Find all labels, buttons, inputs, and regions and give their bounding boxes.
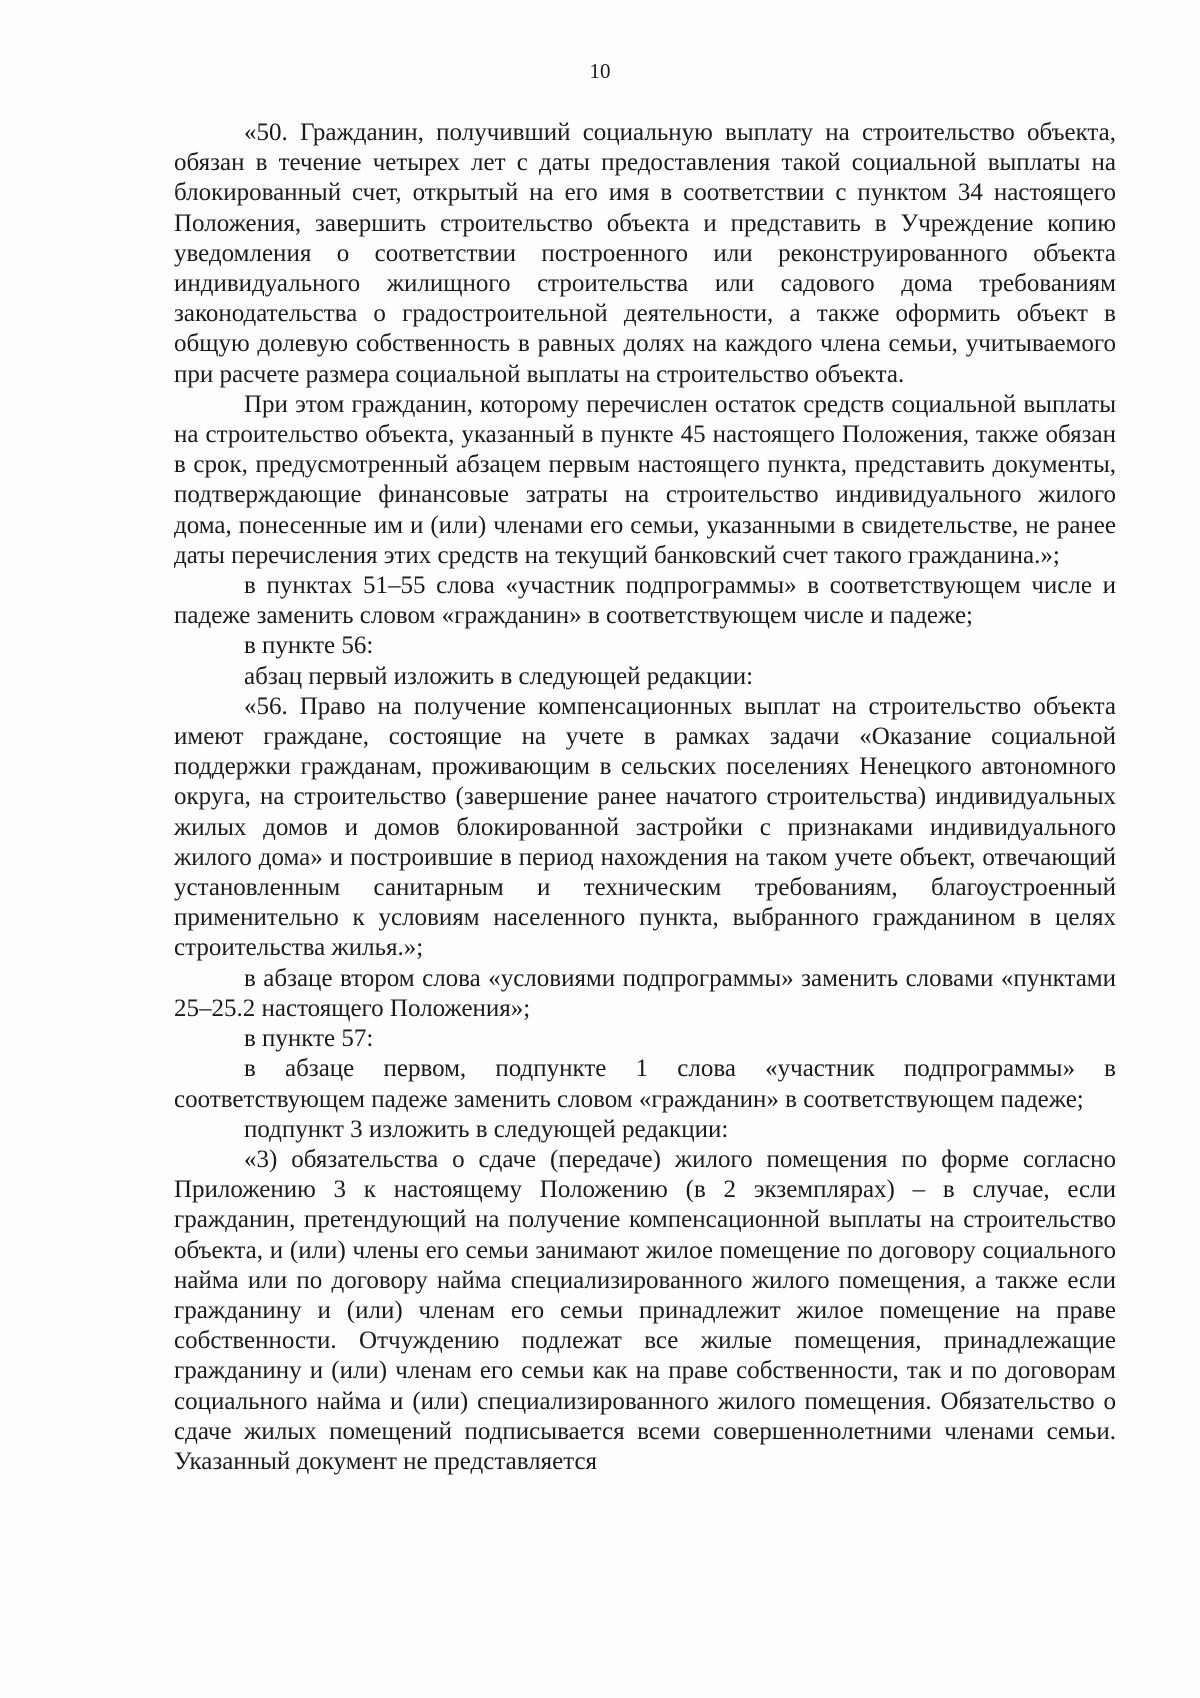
paragraph-1: «50. Гражданин, получивший социальную выплату на строительство объекта, обязан в течение четырех лет с даты предоставления такой социальной выплаты на блокированный счет, открытый на его имя в соответствии с пунктом 34 настоящего Положения, завершить строительство объекта и представить в Учреждение копию уведомления о соответствии построенного или реконструированного объекта индивидуального жилищного строительства или садового дома требованиям законодательства о градостроительной деятельности, а также оформить объект в общую долевую собственность в равных долях на каждого члена семьи, учитываемого при расчете размера социальной выплаты на строительство объекта.	[174, 119, 1116, 388]
paragraph-3: в пунктах 51–55 слова «участник подпрограммы» в соответствующем числе и падеже заменить словом «гражданин» в соответствующем числе и падеже;	[174, 572, 1116, 630]
paragraph-8: в пункте 57:	[244, 1025, 374, 1053]
paragraph-6: «56. Право на получение компенсационных выплат на строительство объекта имеют граждане, состоящие на учете в рамках задачи «Оказание социальной поддержки гражданам, проживающим в сельских поселениях Ненецкого автономного округа, на строительство (завершение ранее начатого строительства) индивидуальных жилых домов и домов блокированной застройки с признаками индивидуального жилого дома» и построившие в период нахождения на таком учете объект, отвечающий установленным санитарным и техническим требованиям, благоустроенный применительно к условиям населенного пункта, выбранного гражданином в целях строительства жилья.»;	[174, 692, 1116, 962]
document-body	[174, 118, 1116, 1477]
paragraph-5: абзац первый изложить в следующей редакции:	[244, 662, 754, 690]
paragraph-9: в абзаце первом, подпункте 1 слова «участник подпрограммы» в соответствующем падеже заменить словом «гражданин» в соответствующем падеже;	[174, 1055, 1116, 1113]
paragraph-10: подпункт 3 изложить в следующей редакции:	[244, 1115, 729, 1143]
paragraph-4: в пункте 56:	[244, 632, 374, 660]
paragraph-2: При этом гражданин, которому перечислен остаток средств социальной выплаты на строительство объекта, указанный в пункте 45 настоящего Положения, также обязан в срок, предусмотренный абзацем первым настоящего пункта, представить документы, подтверждающие финансовые затраты на строительство индивидуального жилого дома, понесенные им и (или) членами его семьи, указанными в свидетельстве, не ранее даты перечисления этих средств на текущий банковский счет такого гражданина.»;	[174, 390, 1116, 569]
page-number: 10	[589, 59, 611, 83]
paragraph-7: в абзаце втором слова «условиями подпрограммы» заменить словами «пунктами 25–25.2 настоящего Положения»;	[174, 964, 1116, 1022]
paragraph-11: «3) обязательства о сдаче (передаче) жилого помещения по форме согласно Приложению 3 к настоящему Положению (в 2 экземплярах) – в случае, если гражданин, претендующий на получение компенсационной выплаты на строительство объекта, и (или) члены его семьи занимают жилое помещение по договору социального найма или по договору найма специализированного жилого помещения, а также если гражданину и (или) членам его семьи принадлежит жилое помещение на праве собственности. Отчуждению подлежат все жилые помещения, принадлежащие гражданину и (или) членам его семьи как на праве собственности, так и по договорам социального найма и (или) специализированного жилого помещения. Обязательство о сдаче жилых помещений подписывается всеми совершеннолетними членами семьи. Указанный документ не представляется	[174, 1145, 1116, 1475]
